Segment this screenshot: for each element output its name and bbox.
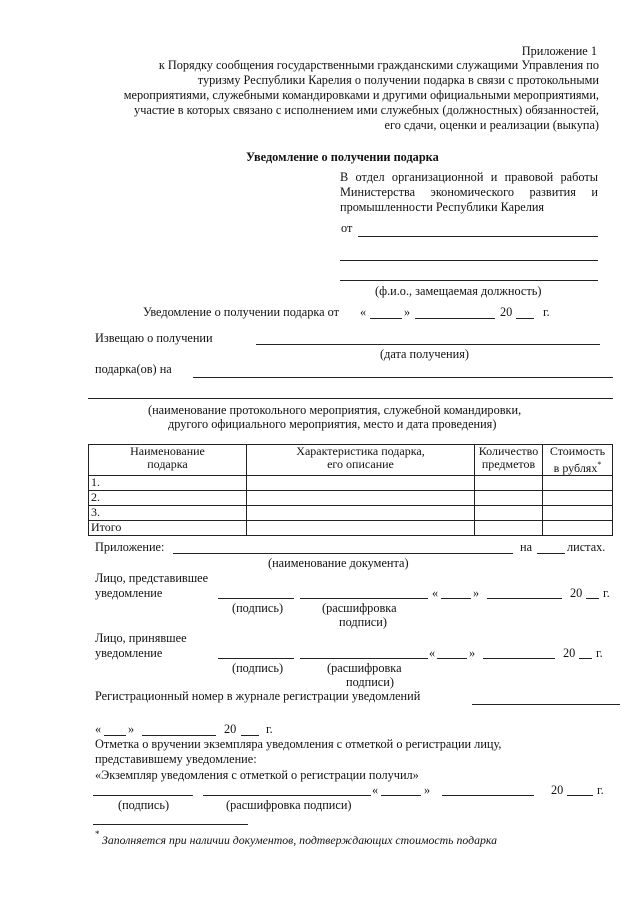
attachment-caption: (наименование документа) (268, 556, 409, 570)
header-line: мероприятиями, служебными командировками и другими официальными мероприятиями, (123, 88, 599, 102)
table-row-total[interactable] (89, 521, 613, 536)
fio-caption: (ф.и.о., замещаемая должность) (375, 284, 542, 298)
month-field[interactable] (415, 318, 495, 319)
submitter-label: уведомление (95, 586, 163, 600)
gifts-table (88, 444, 613, 536)
year-suffix: г. (543, 305, 550, 319)
day-field[interactable] (370, 318, 402, 319)
delivery-line: Отметка о вручении экземпляра уведомления с отметкой о регистрации лицу, (95, 737, 502, 751)
total-label: Итого (89, 521, 247, 536)
receipt-date-caption: (дата получения) (380, 347, 469, 361)
submitter-month-field[interactable] (487, 598, 562, 599)
quote-open: « (360, 305, 367, 319)
footnote-mark: * (597, 460, 602, 469)
quote-close: » (404, 305, 411, 319)
table-row[interactable] (89, 491, 613, 506)
year-prefix: 20 (224, 722, 237, 736)
column-header-name: Наименование подарка (89, 445, 247, 476)
receiver-year-field[interactable] (579, 658, 592, 659)
delivery-year-field[interactable] (567, 795, 593, 796)
registration-month-field[interactable] (142, 735, 216, 736)
event-field-line[interactable] (193, 377, 613, 378)
column-header-quantity: Количество предметов (475, 445, 543, 476)
attachment-field[interactable] (173, 553, 513, 554)
year-prefix: 20 (500, 305, 513, 319)
row-number: 1. (89, 476, 247, 491)
year-suffix: г. (597, 783, 604, 797)
notice-label: Уведомление о получении подарка от (143, 305, 340, 319)
quote-open: « (429, 646, 436, 660)
from-field-line[interactable] (358, 236, 598, 237)
page-title: Уведомление о получении подарка (246, 150, 439, 164)
receiver-decode-field[interactable] (300, 658, 428, 659)
table-header-row (89, 445, 613, 476)
receipt-date-field[interactable] (256, 344, 600, 345)
delivery-signature-field[interactable] (93, 795, 193, 796)
gifts-label: подарка(ов) на (95, 362, 172, 376)
submitter-signature-field[interactable] (218, 598, 294, 599)
footnote-text: Заполняется при наличии документов, подтверждающих стоимость подарка (102, 833, 497, 847)
receiver-signature-field[interactable] (218, 658, 294, 659)
decode-caption: (расшифровка (327, 661, 402, 675)
year-prefix: 20 (570, 586, 583, 600)
year-prefix: 20 (563, 646, 576, 660)
signature-caption: (подпись) (232, 601, 284, 615)
quote-open: « (432, 586, 439, 600)
delivery-line: «Экземпляр уведомления с отметкой о регистрации получил» (95, 768, 419, 782)
sheets-field[interactable] (537, 553, 565, 554)
column-header-description: Характеристика подарка, его описание (247, 445, 475, 476)
event-caption: (наименование протокольного мероприятия, служебной командировки, (148, 403, 522, 417)
header-line: к Порядку сообщения государственными гражданскими служащими Управления по (158, 58, 599, 72)
event-caption: другого официального мероприятия, место и дата проведения) (168, 417, 497, 431)
submitter-day-field[interactable] (441, 598, 471, 599)
decode-caption: (расшифровка подписи) (226, 798, 352, 812)
quote-open: « (372, 783, 379, 797)
receiver-label: Лицо, принявшее (95, 631, 187, 645)
header-line: участие в которых связано с исполнением ими служебных (должностных) обязанностей, (134, 103, 599, 117)
decode-caption: подписи) (346, 675, 394, 689)
delivery-line: представившему уведомление: (95, 752, 257, 766)
receiver-day-field[interactable] (437, 658, 467, 659)
delivery-month-field[interactable] (442, 795, 534, 796)
quote-close: » (473, 586, 480, 600)
addressee-line: В отдел организационной и правовой работы (340, 170, 598, 184)
from-field-line-2[interactable] (340, 260, 598, 261)
addressee-line: промышленности Республики Карелия (340, 200, 545, 214)
signature-caption: (подпись) (118, 798, 170, 812)
decode-caption: (расшифровка (322, 601, 397, 615)
header-line: его сдачи, оценки и реализации (выкупа) (384, 118, 599, 132)
year-suffix: г. (596, 646, 603, 660)
submitter-label: Лицо, представившее (95, 571, 209, 585)
year-prefix: 20 (551, 783, 564, 797)
inform-label: Извещаю о получении (95, 331, 213, 345)
receiver-label: уведомление (95, 646, 163, 660)
signature-caption: (подпись) (232, 661, 284, 675)
delivery-day-field[interactable] (381, 795, 421, 796)
quote-close: » (128, 722, 135, 736)
from-field-line-3[interactable] (340, 280, 598, 281)
submitter-decode-field[interactable] (300, 598, 428, 599)
decode-caption: подписи) (339, 615, 387, 629)
year-suffix: г. (603, 586, 610, 600)
addressee-line: Министерства экономического развития и (340, 185, 598, 199)
appendix-label: Приложение 1 (521, 44, 597, 58)
registration-day-field[interactable] (104, 735, 126, 736)
quote-close: » (424, 783, 431, 797)
table-row[interactable] (89, 476, 613, 491)
submitter-year-field[interactable] (586, 598, 599, 599)
column-header-cost: Стоимость в рублях* (543, 445, 613, 476)
footnote-mark: * (95, 829, 100, 839)
registration-label: Регистрационный номер в журнале регистрации уведомлений (95, 689, 421, 703)
row-number: 2. (89, 491, 247, 506)
sheets-label: листах. (567, 540, 606, 554)
quote-close: » (469, 646, 476, 660)
year-field[interactable] (516, 318, 534, 319)
header-line: туризму Республики Карелия о получении подарка в связи с протокольными (197, 73, 599, 87)
registration-number-field[interactable] (472, 704, 620, 705)
attachment-label: Приложение: (95, 540, 165, 554)
year-suffix: г. (266, 722, 273, 736)
registration-year-field[interactable] (241, 735, 259, 736)
row-number: 3. (89, 506, 247, 521)
table-row[interactable] (89, 506, 613, 521)
quote-open: « (95, 722, 102, 736)
attachment-on-label: на (520, 540, 533, 554)
footnote-separator (93, 824, 248, 825)
receiver-month-field[interactable] (483, 658, 555, 659)
event-field-line-2[interactable] (88, 398, 613, 399)
from-label: от (341, 221, 353, 235)
delivery-decode-field[interactable] (203, 795, 371, 796)
